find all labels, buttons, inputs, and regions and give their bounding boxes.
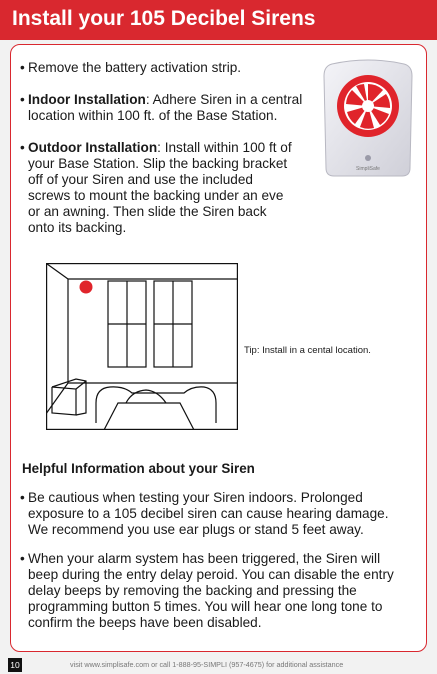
page-number: 10	[8, 658, 22, 672]
siren-image	[322, 58, 414, 180]
siren-brand-text: SimpliSafe	[356, 166, 380, 172]
indoor-text: : Adhere Siren in a central location within 100 ft. of the Base Station.	[28, 92, 303, 123]
bullet-dot: •	[20, 140, 25, 155]
bullet-dot: •	[20, 551, 25, 566]
bullet-dot: •	[20, 490, 25, 505]
bullet-text: When your alarm system has been triggered, the Siren will beep during the entry delay peroid. You can disable the entry delay beeps by removing the backing and pressing the programming button 5 times. You will hear one long tone to confirm the beeps have been disabled.	[28, 551, 394, 630]
bullet-hearing-warning	[20, 490, 408, 538]
footer-assistance-text: visit www.simplisafe.com or call 1-888-95-SIMPLI (957-4675) for additional assistance	[70, 660, 344, 669]
siren-location-marker	[80, 281, 93, 294]
bullet-dot: •	[20, 60, 25, 75]
outdoor-label: Outdoor Installation	[28, 140, 158, 155]
bullet-text: Be cautious when testing your Siren indoors. Prolonged exposure to a 105 decibel siren can cause hearing damage. We recommend you use ear plugs or stand 5 feet away.	[28, 490, 389, 537]
bullet-entry-delay	[20, 551, 413, 631]
page-title: Install your 105 Decibel Sirens	[12, 7, 316, 30]
bullet-text: Remove the battery activation strip.	[28, 60, 242, 75]
room-illustration	[46, 263, 238, 430]
bullet-dot: •	[20, 92, 25, 107]
bullet-indoor-installation	[20, 92, 318, 124]
bullet-remove-strip	[20, 60, 318, 76]
page-header	[0, 0, 437, 40]
helpful-heading: Helpful Information about your Siren	[22, 461, 255, 476]
bullet-outdoor-installation	[20, 140, 293, 236]
outdoor-text: : Install within 100 ft of your Base Station. Slip the backing bracket off of your Siren and use the included screws to mount the backing under an eve or an awning. Then slide the Siren back onto its backing.	[28, 140, 292, 235]
install-tip: Tip: Install in a cental location.	[244, 345, 371, 356]
indoor-label: Indoor Installation	[28, 92, 146, 107]
